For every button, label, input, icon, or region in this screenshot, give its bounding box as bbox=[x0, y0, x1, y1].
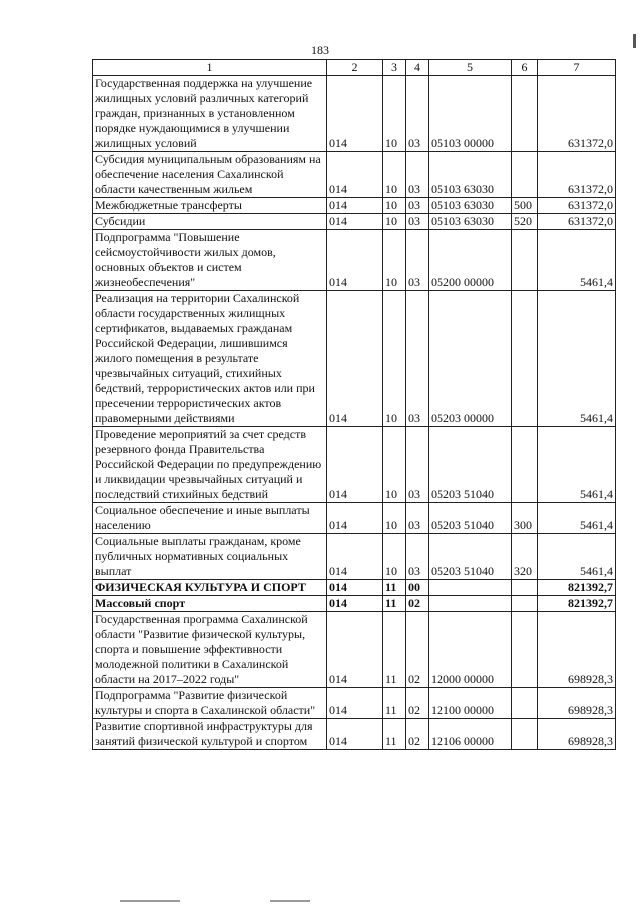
expense-type-cell bbox=[512, 719, 538, 750]
subsection-cell: 03 bbox=[406, 534, 429, 580]
header-cell: 5 bbox=[429, 60, 512, 76]
scan-artifact bbox=[270, 900, 310, 902]
expense-type-cell: 520 bbox=[512, 214, 538, 230]
target-article-cell: 12000 00000 bbox=[429, 612, 512, 688]
amount-cell: 5461,4 bbox=[538, 291, 616, 427]
amount-cell: 5461,4 bbox=[538, 230, 616, 291]
section-cell: 11 bbox=[383, 580, 406, 596]
subsection-cell: 02 bbox=[406, 688, 429, 719]
subsection-cell: 02 bbox=[406, 596, 429, 612]
kvsr-cell: 014 bbox=[327, 688, 383, 719]
row-name-cell: Проведение мероприятий за счет средств резервного фонда Правительства Российской Федерации по предупреждению и ликвидации чрезвычайных ситуаций и последствий стихийных бедствий bbox=[93, 427, 327, 503]
scan-artifact bbox=[120, 900, 180, 902]
row-name-cell: Государственная программа Сахалинской области "Развитие физической культуры, спорта и повышение эффективности молодежной политики в Сахалинской области на 2017–2022 годы" bbox=[93, 612, 327, 688]
row-name-cell: Подпрограмма "Повышение сейсмоустойчивости жилых домов, основных объектов и систем жизнеобеспечения" bbox=[93, 230, 327, 291]
row-name-cell: Субсидия муниципальным образованиям на обеспечение населения Сахалинской области качественным жильем bbox=[93, 152, 327, 198]
header-cell: 7 bbox=[538, 60, 616, 76]
table-row bbox=[93, 534, 616, 580]
amount-cell: 698928,3 bbox=[538, 719, 616, 750]
expense-type-cell: 320 bbox=[512, 534, 538, 580]
kvsr-cell: 014 bbox=[327, 612, 383, 688]
kvsr-cell: 014 bbox=[327, 534, 383, 580]
section-cell: 10 bbox=[383, 198, 406, 214]
kvsr-cell: 014 bbox=[327, 427, 383, 503]
target-article-cell: 12100 00000 bbox=[429, 688, 512, 719]
amount-cell: 698928,3 bbox=[538, 612, 616, 688]
section-cell: 10 bbox=[383, 152, 406, 198]
target-article-cell: 05203 51040 bbox=[429, 534, 512, 580]
subsection-cell: 03 bbox=[406, 214, 429, 230]
subsection-cell: 03 bbox=[406, 198, 429, 214]
expense-type-cell bbox=[512, 596, 538, 612]
amount-cell: 5461,4 bbox=[538, 503, 616, 534]
section-cell: 11 bbox=[383, 688, 406, 719]
expense-type-cell bbox=[512, 427, 538, 503]
budget-table bbox=[92, 59, 616, 750]
target-article-cell: 05103 00000 bbox=[429, 76, 512, 152]
kvsr-cell: 014 bbox=[327, 580, 383, 596]
table-row bbox=[93, 503, 616, 534]
row-name-cell: Субсидии bbox=[93, 214, 327, 230]
expense-type-cell: 300 bbox=[512, 503, 538, 534]
row-name-cell: ФИЗИЧЕСКАЯ КУЛЬТУРА И СПОРТ bbox=[93, 580, 327, 596]
section-cell: 10 bbox=[383, 503, 406, 534]
row-name-cell: Массовый спорт bbox=[93, 596, 327, 612]
subsection-cell: 00 bbox=[406, 580, 429, 596]
header-cell: 4 bbox=[406, 60, 429, 76]
header-cell: 2 bbox=[327, 60, 383, 76]
kvsr-cell: 014 bbox=[327, 596, 383, 612]
target-article-cell: 05103 63030 bbox=[429, 152, 512, 198]
table-row bbox=[93, 612, 616, 688]
amount-cell: 631372,0 bbox=[538, 198, 616, 214]
table-row bbox=[93, 427, 616, 503]
section-cell: 10 bbox=[383, 76, 406, 152]
row-name-cell: Подпрограмма "Развитие физической культуры и спорта в Сахалинской области" bbox=[93, 688, 327, 719]
scan-edge-mark bbox=[633, 34, 636, 48]
table-row bbox=[93, 580, 616, 596]
subsection-cell: 02 bbox=[406, 719, 429, 750]
section-cell: 10 bbox=[383, 230, 406, 291]
target-article-cell: 05203 51040 bbox=[429, 503, 512, 534]
expense-type-cell bbox=[512, 152, 538, 198]
target-article-cell: 05103 63030 bbox=[429, 198, 512, 214]
kvsr-cell: 014 bbox=[327, 214, 383, 230]
subsection-cell: 03 bbox=[406, 427, 429, 503]
expense-type-cell: 500 bbox=[512, 198, 538, 214]
kvsr-cell: 014 bbox=[327, 503, 383, 534]
expense-type-cell bbox=[512, 76, 538, 152]
subsection-cell: 02 bbox=[406, 612, 429, 688]
amount-cell: 821392,7 bbox=[538, 580, 616, 596]
subsection-cell: 03 bbox=[406, 230, 429, 291]
section-cell: 10 bbox=[383, 427, 406, 503]
kvsr-cell: 014 bbox=[327, 198, 383, 214]
table-row bbox=[93, 214, 616, 230]
header-cell: 6 bbox=[512, 60, 538, 76]
amount-cell: 5461,4 bbox=[538, 427, 616, 503]
expense-type-cell bbox=[512, 612, 538, 688]
table-row bbox=[93, 152, 616, 198]
section-cell: 11 bbox=[383, 612, 406, 688]
section-cell: 10 bbox=[383, 214, 406, 230]
table-row bbox=[93, 596, 616, 612]
target-article-cell: 05203 00000 bbox=[429, 291, 512, 427]
section-cell: 10 bbox=[383, 534, 406, 580]
page-number: 183 bbox=[311, 43, 329, 57]
kvsr-cell: 014 bbox=[327, 230, 383, 291]
table-row bbox=[93, 230, 616, 291]
amount-cell: 631372,0 bbox=[538, 152, 616, 198]
expense-type-cell bbox=[512, 688, 538, 719]
row-name-cell: Социальное обеспечение и иные выплаты населению bbox=[93, 503, 327, 534]
header-cell: 1 bbox=[93, 60, 327, 76]
target-article-cell: 05200 00000 bbox=[429, 230, 512, 291]
amount-cell: 698928,3 bbox=[538, 688, 616, 719]
amount-cell: 5461,4 bbox=[538, 534, 616, 580]
subsection-cell: 03 bbox=[406, 503, 429, 534]
row-name-cell: Реализация на территории Сахалинской области государственных жилищных сертификатов, выдаваемых гражданам Российской Федерации, лишившимся жилого помещения в результате чрезвычайных ситуаций, стихийных бедствий, террористических актов или при пресечении террористических актов правомерными действиями bbox=[93, 291, 327, 427]
expense-type-cell bbox=[512, 291, 538, 427]
amount-cell: 821392,7 bbox=[538, 596, 616, 612]
header-cell: 3 bbox=[383, 60, 406, 76]
table-header-row bbox=[93, 60, 616, 76]
subsection-cell: 03 bbox=[406, 76, 429, 152]
kvsr-cell: 014 bbox=[327, 719, 383, 750]
kvsr-cell: 014 bbox=[327, 76, 383, 152]
section-cell: 10 bbox=[383, 291, 406, 427]
table-row bbox=[93, 291, 616, 427]
table-row bbox=[93, 76, 616, 152]
table-row bbox=[93, 719, 616, 750]
expense-type-cell bbox=[512, 580, 538, 596]
amount-cell: 631372,0 bbox=[538, 214, 616, 230]
table-row bbox=[93, 688, 616, 719]
target-article-cell: 12106 00000 bbox=[429, 719, 512, 750]
kvsr-cell: 014 bbox=[327, 152, 383, 198]
row-name-cell: Развитие спортивной инфраструктуры для занятий физической культурой и спортом bbox=[93, 719, 327, 750]
target-article-cell: 05103 63030 bbox=[429, 214, 512, 230]
subsection-cell: 03 bbox=[406, 152, 429, 198]
expense-type-cell bbox=[512, 230, 538, 291]
subsection-cell: 03 bbox=[406, 291, 429, 427]
amount-cell: 631372,0 bbox=[538, 76, 616, 152]
section-cell: 11 bbox=[383, 596, 406, 612]
target-article-cell bbox=[429, 596, 512, 612]
kvsr-cell: 014 bbox=[327, 291, 383, 427]
table-row bbox=[93, 198, 616, 214]
target-article-cell bbox=[429, 580, 512, 596]
row-name-cell: Социальные выплаты гражданам, кроме публичных нормативных социальных выплат bbox=[93, 534, 327, 580]
row-name-cell: Межбюджетные трансферты bbox=[93, 198, 327, 214]
target-article-cell: 05203 51040 bbox=[429, 427, 512, 503]
row-name-cell: Государственная поддержка на улучшение жилищных условий различных категорий граждан, признанных в установленном порядке нуждающимися в улучшении жилищных условий bbox=[93, 76, 327, 152]
section-cell: 11 bbox=[383, 719, 406, 750]
